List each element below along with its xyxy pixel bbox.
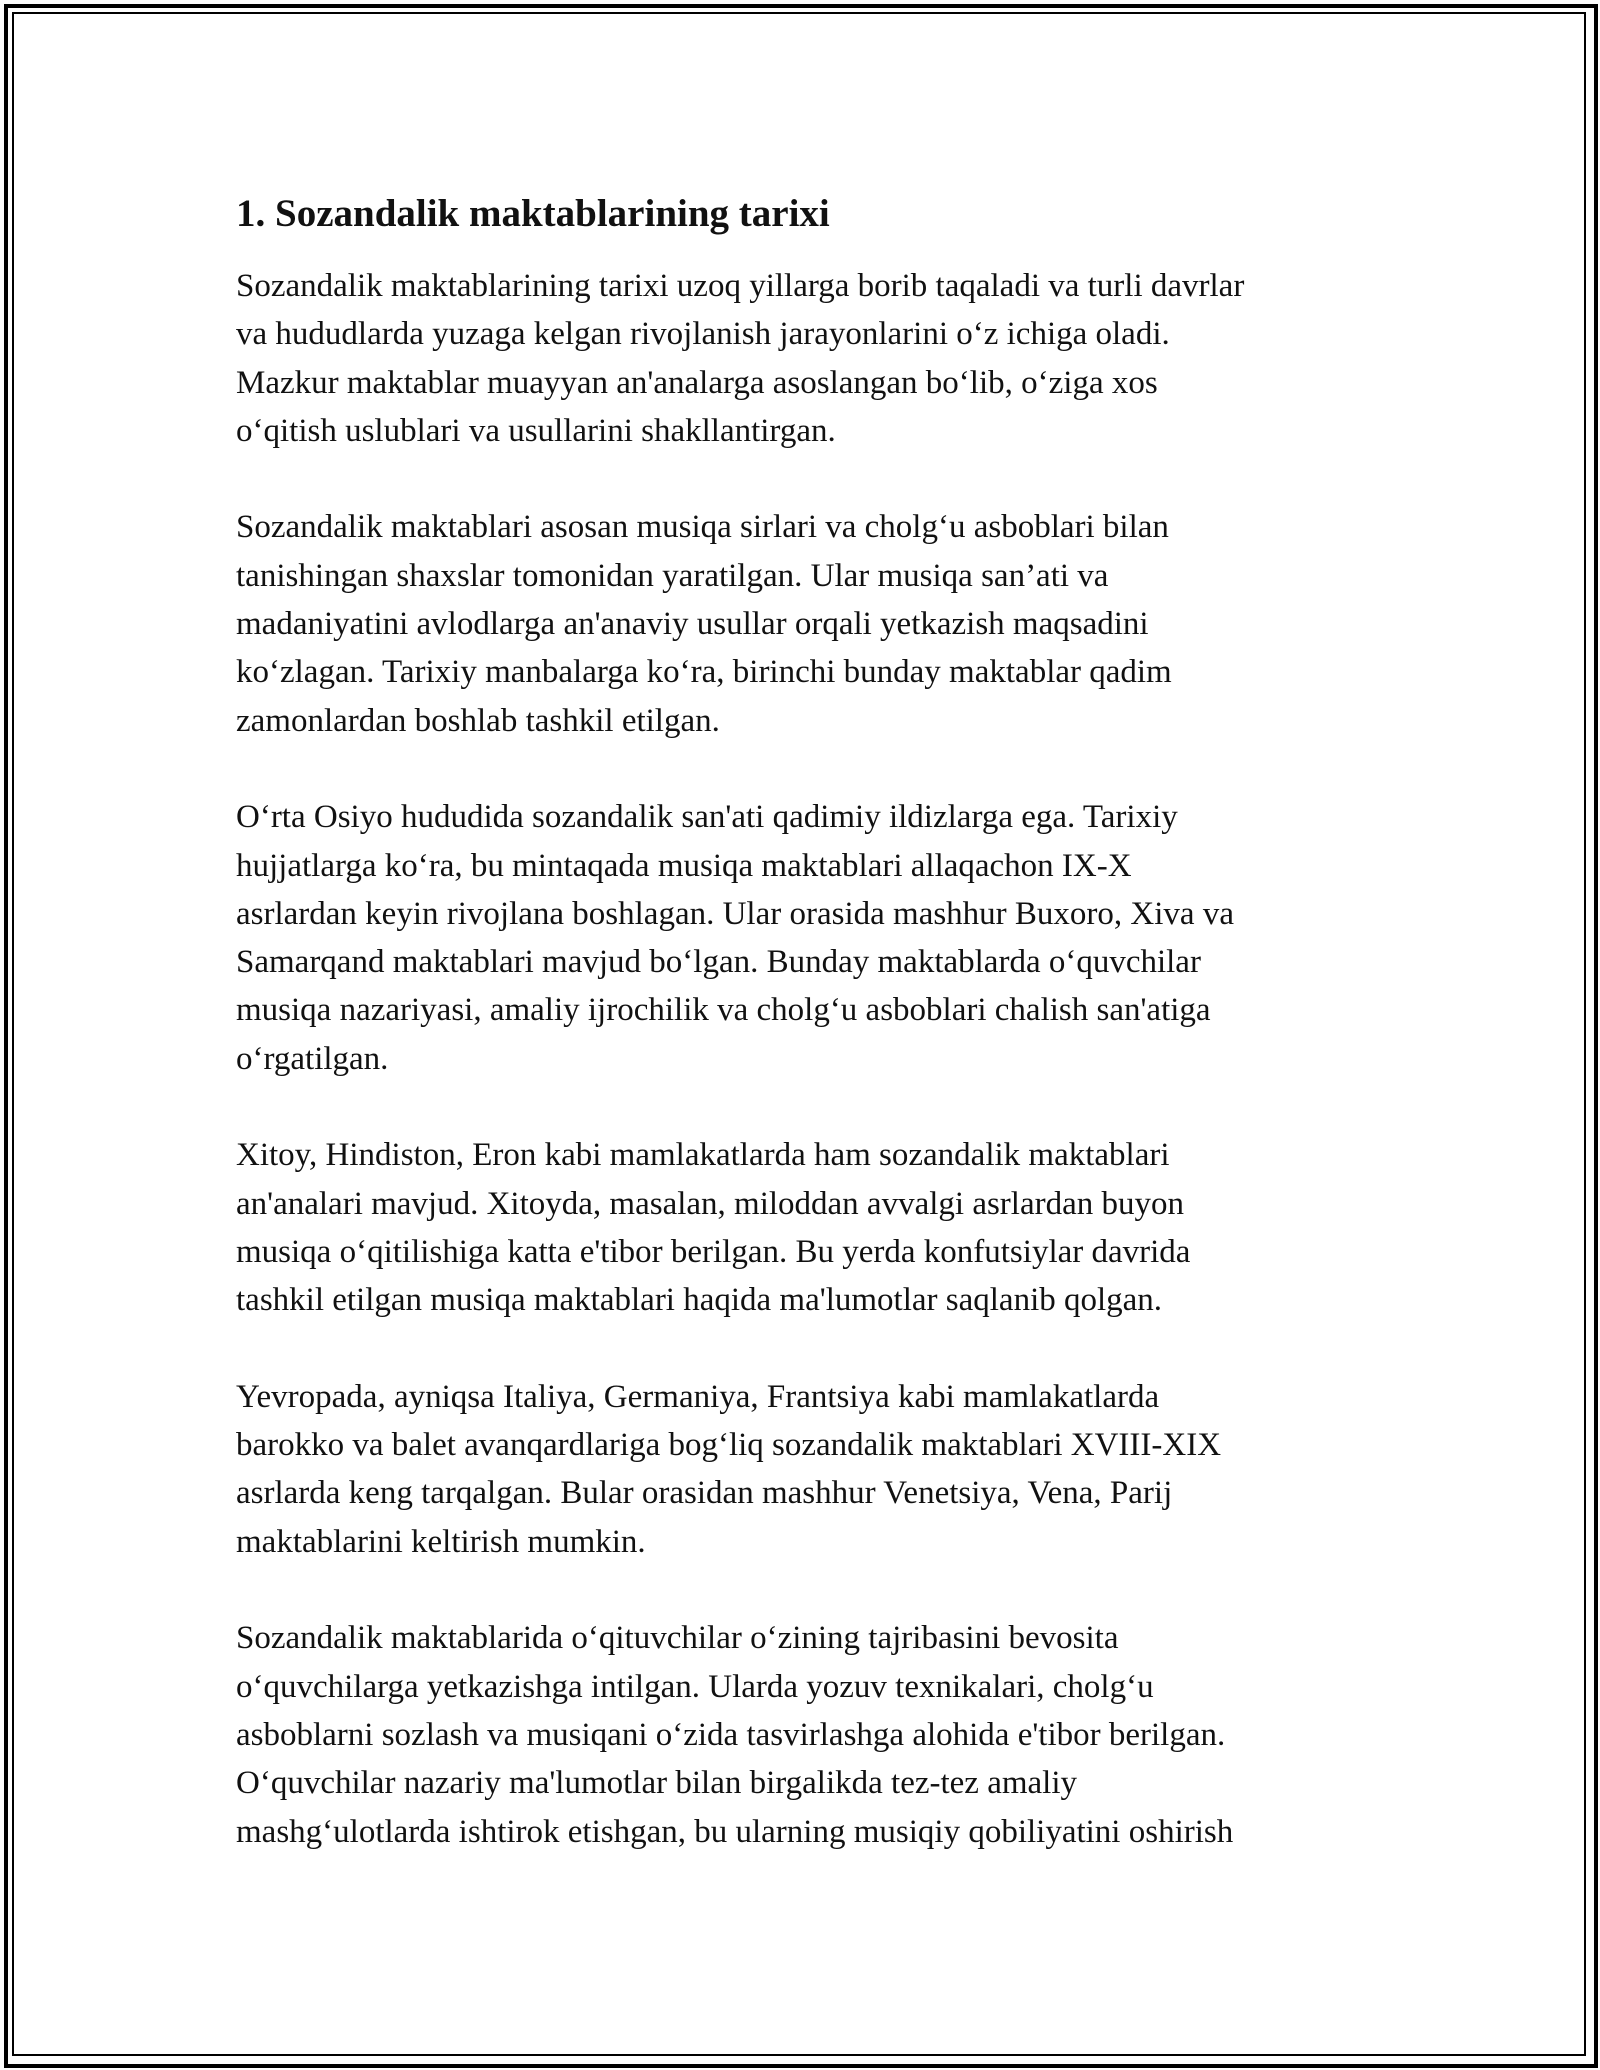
paragraph-line: Xitoy, Hindiston, Eron kabi mamlakatlarda ham sozandalik maktablari (236, 1137, 1170, 1174)
paragraph-line: o‘quvchilarga yetkazishga intilgan. Ularda yozuv texnikalari, cholg‘u (236, 1668, 1154, 1705)
paragraph-6 (236, 1614, 1366, 1855)
paragraph-line: Samarqand maktablari mavjud bo‘lgan. Bunday maktablarda o‘quvchilar (236, 944, 1201, 981)
paragraph-line: O‘quvchilar nazariy ma'lumotlar bilan birgalikda tez-tez amaliy (236, 1765, 1078, 1802)
paragraph-line: tanishingan shaxslar tomonidan yaratilgan. Ular musiqa san’ati va (236, 557, 1109, 594)
paragraph-line: asboblarni sozlash va musiqani o‘zida tasvirlashga alohida e'tibor berilgan. (236, 1716, 1226, 1753)
paragraph-line: Sozandalik maktablarida o‘qituvchilar o‘zining tajribasini bevosita (236, 1620, 1119, 1657)
paragraph-line: an'analari mavjud. Xitoyda, masalan, miloddan avvalgi asrlardan buyon (236, 1185, 1184, 1222)
section-heading: 1. Sozandalik maktablarining tarixi (236, 192, 830, 235)
paragraph-line: Sozandalik maktablari asosan musiqa sirlari va cholg‘u asboblari bilan (236, 509, 1169, 546)
paragraph-line: musiqa o‘qitilishiga katta e'tibor berilgan. Bu yerda konfutsiylar davrida (236, 1233, 1191, 1270)
paragraph-line: madaniyatini avlodlarga an'anaviy usullar orqali yetkazish maqsadini (236, 606, 1149, 643)
paragraph-4 (236, 1131, 1366, 1324)
paragraph-line: asrlarda keng tarqalgan. Bular orasidan mashhur Venetsiya, Vena, Parij (236, 1475, 1173, 1512)
paragraph-line: hujjatlarga ko‘ra, bu mintaqada musiqa maktablari allaqachon IX-X (236, 847, 1132, 884)
paragraph-line: zamonlardan boshlab tashkil etilgan. (236, 702, 720, 739)
paragraph-1 (236, 262, 1366, 455)
paragraph-line: Yevropada, ayniqsa Italiya, Germaniya, Frantsiya kabi mamlakatlarda (236, 1378, 1160, 1415)
paragraph-line: va hududlarda yuzaga kelgan rivojlanish jarayonlarini o‘z ichiga oladi. (236, 316, 1170, 353)
paragraph-2 (236, 503, 1366, 744)
paragraph-line: o‘rgatilgan. (236, 1040, 389, 1077)
paragraph-line: asrlardan keyin rivojlana boshlagan. Ular orasida mashhur Buxoro, Xiva va (236, 895, 1234, 932)
paragraph-line: maktablarini keltirish mumkin. (236, 1523, 646, 1560)
paragraph-5 (236, 1373, 1366, 1566)
paragraph-line: ko‘zlagan. Tarixiy manbalarga ko‘ra, birinchi bunday maktablar qadim (236, 654, 1172, 691)
paragraph-line: barokko va balet avanqardlariga bog‘liq sozandalik maktablari XVIII-XIX (236, 1427, 1222, 1464)
document-body (236, 188, 1366, 1904)
paragraph-line: Sozandalik maktablarining tarixi uzoq yillarga borib taqaladi va turli davrlar (236, 268, 1245, 304)
paragraph-line: tashkil etilgan musiqa maktablari haqida ma'lumotlar saqlanib qolgan. (236, 1282, 1163, 1319)
paragraph-line: O‘rta Osiyo hududida sozandalik san'ati qadimiy ildizlarga ega. Tarixiy (236, 799, 1178, 836)
paragraph-line: o‘qitish uslublari va usullarini shakllantirgan. (236, 412, 836, 449)
paragraph-line: musiqa nazariyasi, amaliy ijrochilik va cholg‘u asboblari chalish san'atiga (236, 992, 1211, 1029)
paragraph-3 (236, 793, 1366, 1083)
paragraph-line: mashg‘ulotlarda ishtirok etishgan, bu ularning musiqiy qobiliyatini oshirish (236, 1813, 1234, 1850)
paragraph-line: Mazkur maktablar muayyan an'analarga asoslangan bo‘lib, o‘ziga xos (236, 364, 1158, 401)
